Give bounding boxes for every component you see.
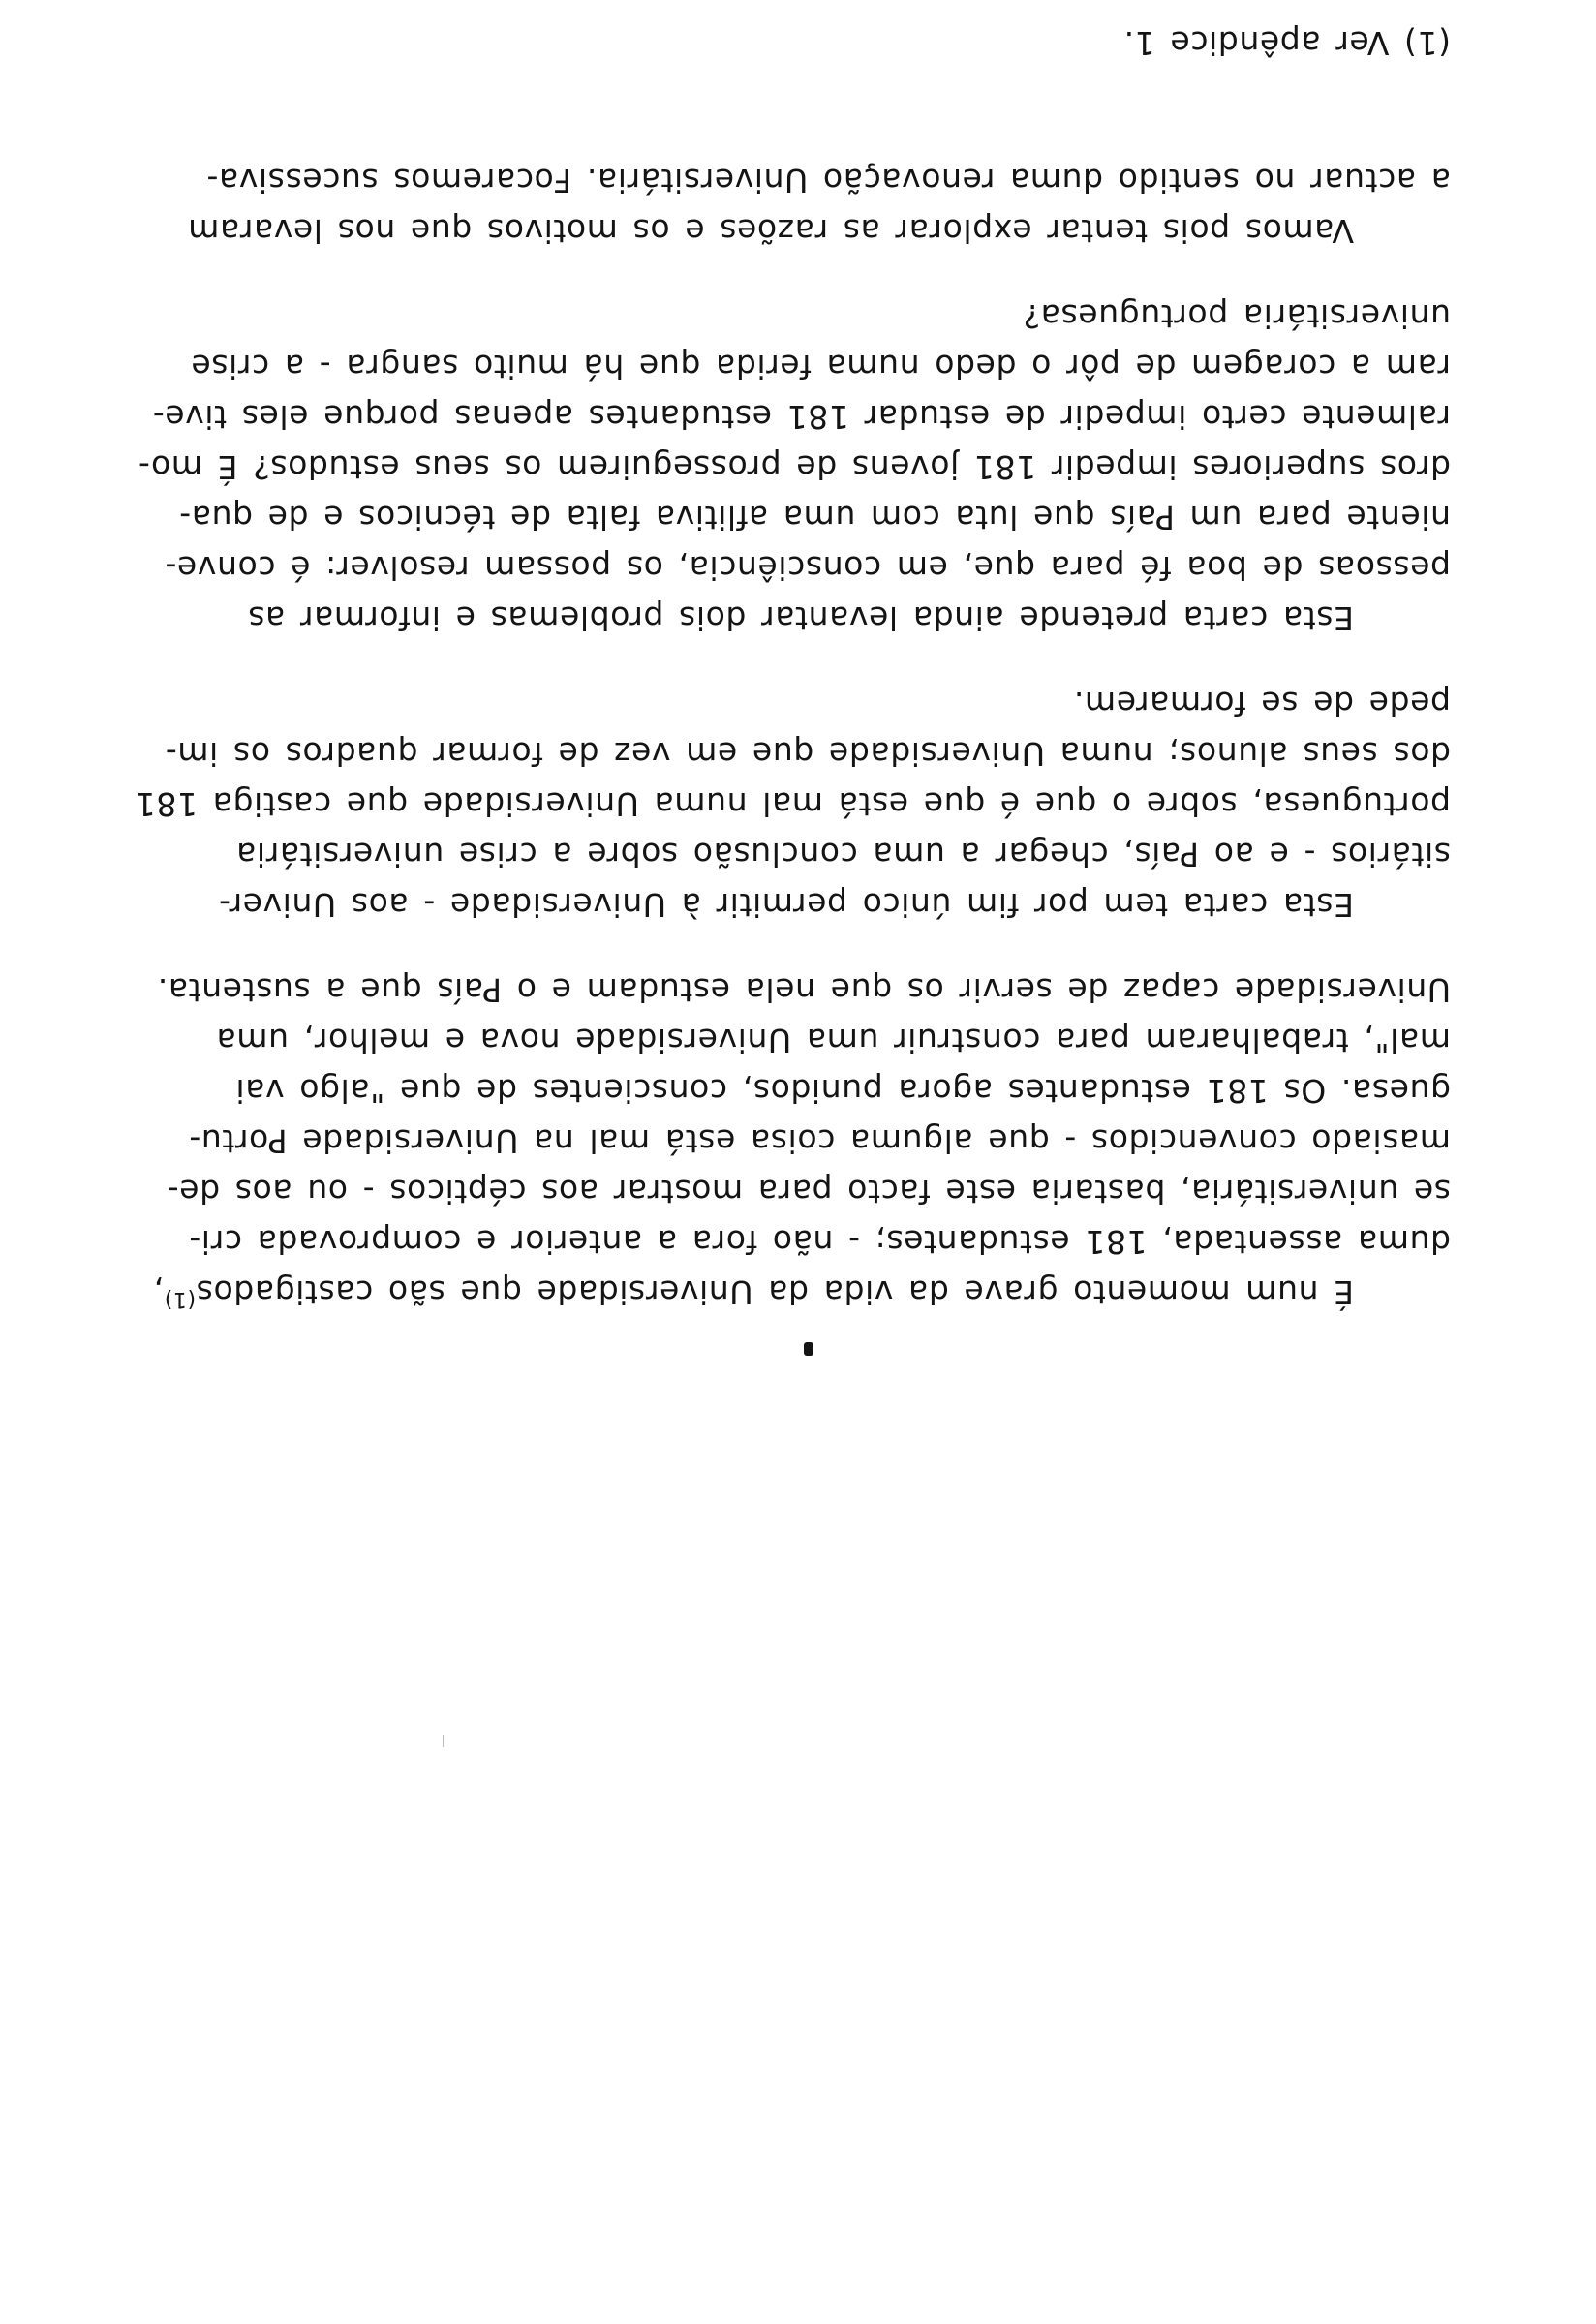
bullet-mark	[804, 1342, 813, 1356]
paragraph-line: portuguesa, sobre o que é que está mal numa Universidade que castiga 181	[135, 785, 1451, 823]
paragraph-line: Vamos pois tentar explorar as razões e os motivos que nos levaram	[187, 212, 1354, 250]
paragraph-line: se universitária, bastaria este facto para mostrar aos cépticos - ou aos de-	[167, 1173, 1451, 1210]
paragraph-1	[85, 964, 1451, 1317]
paragraph-line: mal", trabalharam para construir uma Universidade nova e melhor, uma	[215, 1022, 1451, 1059]
scan-speck	[443, 1735, 444, 1747]
paragraph-line: guesa. Os 181 estudantes agora punidos, conscientes de que "algo vai	[234, 1072, 1451, 1110]
paragraph-line: ralmente certo impedir de estudar 181 estudantes apenas porque eles tive-	[152, 398, 1451, 436]
footnote-reference: (1)	[164, 1287, 197, 1311]
paragraph-2	[85, 678, 1451, 930]
paragraph-3	[85, 290, 1451, 643]
paragraph-line: ram a coragem de pôr o dedo numa ferida que há muito sangra - a crise	[190, 348, 1451, 385]
paragraph-line: universitária portuguesa?	[1022, 297, 1451, 335]
paragraph-line: masiado convencidos - que alguma coisa está mal na Universidade Portu-	[188, 1122, 1451, 1160]
paragraph-line: Esta carta tem por fim único permitir à Universidade - aos Univer-	[218, 886, 1354, 924]
paragraph-line: dos seus alunos; numa Universidade que em vez de formar quadros os im-	[165, 735, 1451, 773]
paragraph-4	[85, 155, 1451, 256]
letter-body	[85, 17, 1451, 1317]
paragraph-line: niente para um País que luta com uma aflitiva falta de técnicos e de qua-	[178, 499, 1451, 536]
paragraph-line: É num momento grave da vida da Universidade que são castigados$^{(1)}$,	[153, 1273, 1354, 1311]
paragraph-line: pede de se formarem.	[1073, 685, 1451, 722]
paragraph-line: pessoas de boa fé para que, em consciência, os possam resolver: é conve-	[164, 549, 1451, 587]
paragraph-line: a actuar no sentido duma renovação Universitária. Focaremos sucessiva-	[205, 162, 1451, 199]
footnote: (1) Ver apêndice 1.	[1123, 24, 1451, 62]
paragraph-line: dros superiores impedir 181 jovens de prosseguirem os seus estudos? É mo-	[138, 448, 1451, 486]
paragraph-line: sitários - e ao País, chegar a uma conclusão sobre a crise universitária	[235, 836, 1451, 873]
paragraph-line: duma assentada, 181 estudantes; - não fora a anterior e comprovada cri-	[188, 1223, 1451, 1261]
paragraph-line: Esta carta pretende ainda levantar dois problemas e informar as	[247, 599, 1354, 637]
paragraph-line: Universidade capaz de servir os que nela estudam e o País que a sustenta.	[157, 971, 1451, 1009]
